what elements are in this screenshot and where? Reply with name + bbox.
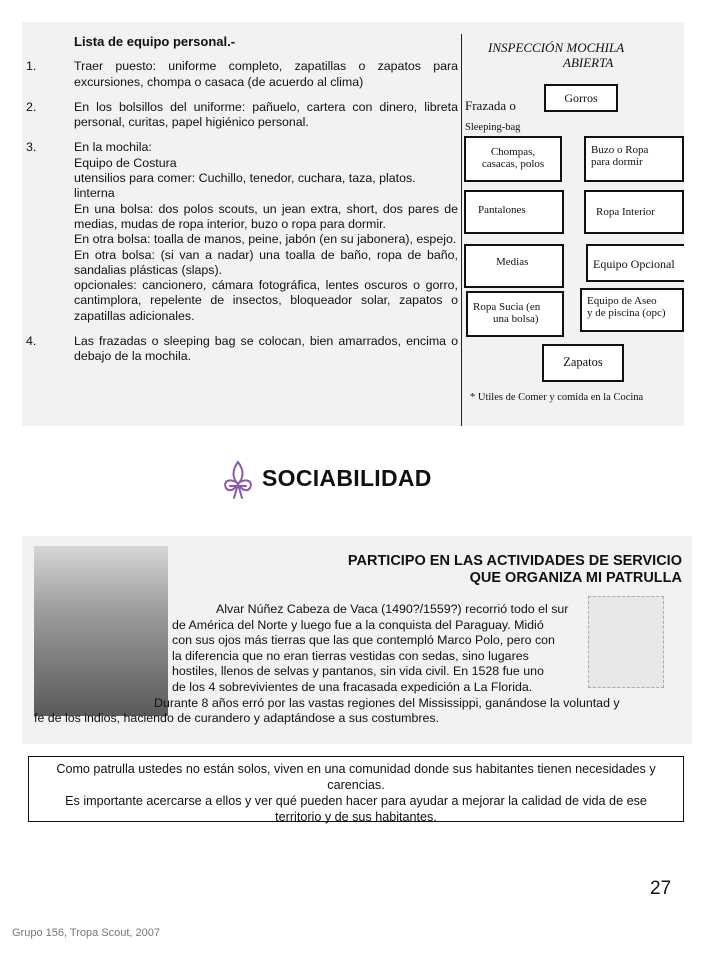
- list-item-text: En los bolsillos del uniforme: pañuelo, cartera con dinero, libreta personal, curitas, papel higiénico personal.: [74, 99, 458, 130]
- list-item: [26, 334, 458, 365]
- box-aseo-line2: y de piscina (opc): [587, 307, 666, 319]
- callout-line: carencias.: [327, 778, 385, 792]
- callout-box: [28, 756, 684, 822]
- equipment-list-title: Lista de equipo personal.-: [74, 34, 236, 49]
- inspection-title-line2: ABIERTA: [563, 55, 614, 70]
- box-buzo-line1: Buzo o Ropa: [591, 144, 649, 156]
- callout-line: Como patrulla ustedes no están solos, viven en una comunidad donde sus habitantes tienen necesidades y: [56, 762, 656, 776]
- paragraph-line: Durante 8 años erró por las vastas regiones del Mississippi, ganándose la voluntad y: [154, 695, 620, 710]
- equipment-list: [26, 34, 458, 375]
- list-item-number: 2.: [26, 99, 37, 114]
- callout-line: territorio y de sus habitantes.: [275, 810, 437, 824]
- activity-title: [348, 553, 682, 587]
- list-item-number: 3.: [26, 140, 37, 155]
- list-item-text: En otra bolsa: (si van a nadar) una toalla de baño, ropa de baño, sandalias plásticas (slaps).: [74, 247, 458, 277]
- box-buzo-line2: para dormir: [591, 156, 643, 168]
- box-chompas: [464, 136, 562, 182]
- box-buzo: [584, 136, 684, 182]
- list-item-text: En otra bolsa: toalla de manos, peine, jabón (en su jabonera), espejo.: [74, 232, 457, 247]
- inspection-title-line1: INSPECCIÓN MOCHILA: [488, 40, 625, 55]
- paragraph-line: con sus ojos más tierras que las que contempló Marco Polo, pero con: [172, 633, 555, 648]
- fleur-de-lis-icon: [220, 458, 256, 500]
- paragraph-line: de los 4 sobrevivientes de una fracasada expedición a La Florida.: [172, 679, 533, 694]
- activity-title-line2: QUE ORGANIZA MI PATRULLA: [469, 570, 682, 586]
- list-item: [26, 100, 458, 131]
- list-item: [26, 59, 458, 90]
- paragraph-line: Alvar Núñez Cabeza de Vaca (1490?/1559?) recorrió todo el sur: [216, 602, 569, 616]
- list-item-text: Traer puesto: uniforme completo, zapatillas o zapatos para excursiones, chompa o casaca (de acuerdo al clima): [74, 59, 458, 89]
- box-ropa-interior: Ropa Interior: [584, 190, 684, 234]
- list-item-text: opcionales: cancionero, cámara fotográfica, lentes oscuros o gorro, cantimplora, repelente de insectos, bloqueador solar, zapatos o zapatillas adicionales.: [74, 278, 458, 323]
- box-zapatos: Zapatos: [542, 344, 624, 382]
- list-item-text: utensilios para comer: Cuchillo, tenedor, cuchara, taza, platos.: [74, 171, 416, 186]
- box-medias: Medias: [464, 244, 564, 288]
- box-aseo-line1: Equipo de Aseo: [587, 295, 657, 307]
- box-ropa-sucia-line2: una bolsa): [493, 313, 539, 325]
- list-item-text: Equipo de Costura: [74, 155, 177, 170]
- callout-line: Es importante acercarse a ellos y ver qué pueden hacer para ayudar a mejorar la calidad de vida de ese: [65, 794, 647, 808]
- box-ropa-sucia-line1: Ropa Sucia (en: [473, 301, 541, 313]
- history-paragraph: [34, 602, 682, 727]
- paragraph-line: la diferencia que no eran tierras vestidas con sedas, sino lugares: [172, 648, 529, 663]
- list-item-text: En una bolsa: dos polos scouts, un jean extra, short, dos pares de medias, mudas de ropa interior, buzo o ropa para dormir.: [74, 201, 458, 231]
- list-item-text: En la mochila:: [74, 140, 152, 155]
- paragraph-line: fe de los indios, haciendo de curandero y adaptándose a sus costumbres.: [34, 711, 440, 726]
- box-equipo-opcional: Equipo Opcional: [586, 244, 684, 282]
- box-ropa-sucia: [466, 291, 564, 337]
- inspection-title: [488, 40, 678, 70]
- paragraph-line: hostiles, llenos de selvas y pantanos, sin vida civil. En 1528 fue uno: [172, 664, 544, 679]
- list-item: [26, 140, 458, 324]
- box-equipo-aseo: [580, 288, 684, 332]
- list-item-number: 1.: [26, 59, 37, 74]
- list-item-number: 4.: [26, 334, 37, 349]
- backpack-inspection-diagram: [461, 34, 684, 426]
- paragraph-line: de América del Norte y luego fue a la conquista del Paraguay. Midió: [172, 617, 544, 632]
- list-item-text: Las frazadas o sleeping bag se colocan, bien amarrados, encima o debajo de la mochila.: [74, 334, 458, 364]
- section-title: SOCIABILIDAD: [262, 465, 432, 491]
- list-item-text: linterna: [74, 186, 115, 201]
- frazada-label: Frazada o: [465, 98, 516, 113]
- box-pantalones: Pantalones: [464, 190, 564, 234]
- box-gorros: Gorros: [544, 84, 618, 112]
- box-chompas-line2: casacas, polos: [481, 158, 545, 170]
- inspection-footnote: * Utiles de Comer y comida en la Cocina: [470, 392, 644, 403]
- box-chompas-line1: Chompas,: [490, 146, 536, 158]
- page-footer: Grupo 156, Tropa Scout, 2007: [12, 927, 160, 939]
- activity-title-line1: PARTICIPO EN LAS ACTIVIDADES DE SERVICIO: [347, 553, 682, 569]
- page-number: 27: [650, 878, 672, 899]
- sleeping-bag-label: Sleeping-bag: [465, 122, 521, 133]
